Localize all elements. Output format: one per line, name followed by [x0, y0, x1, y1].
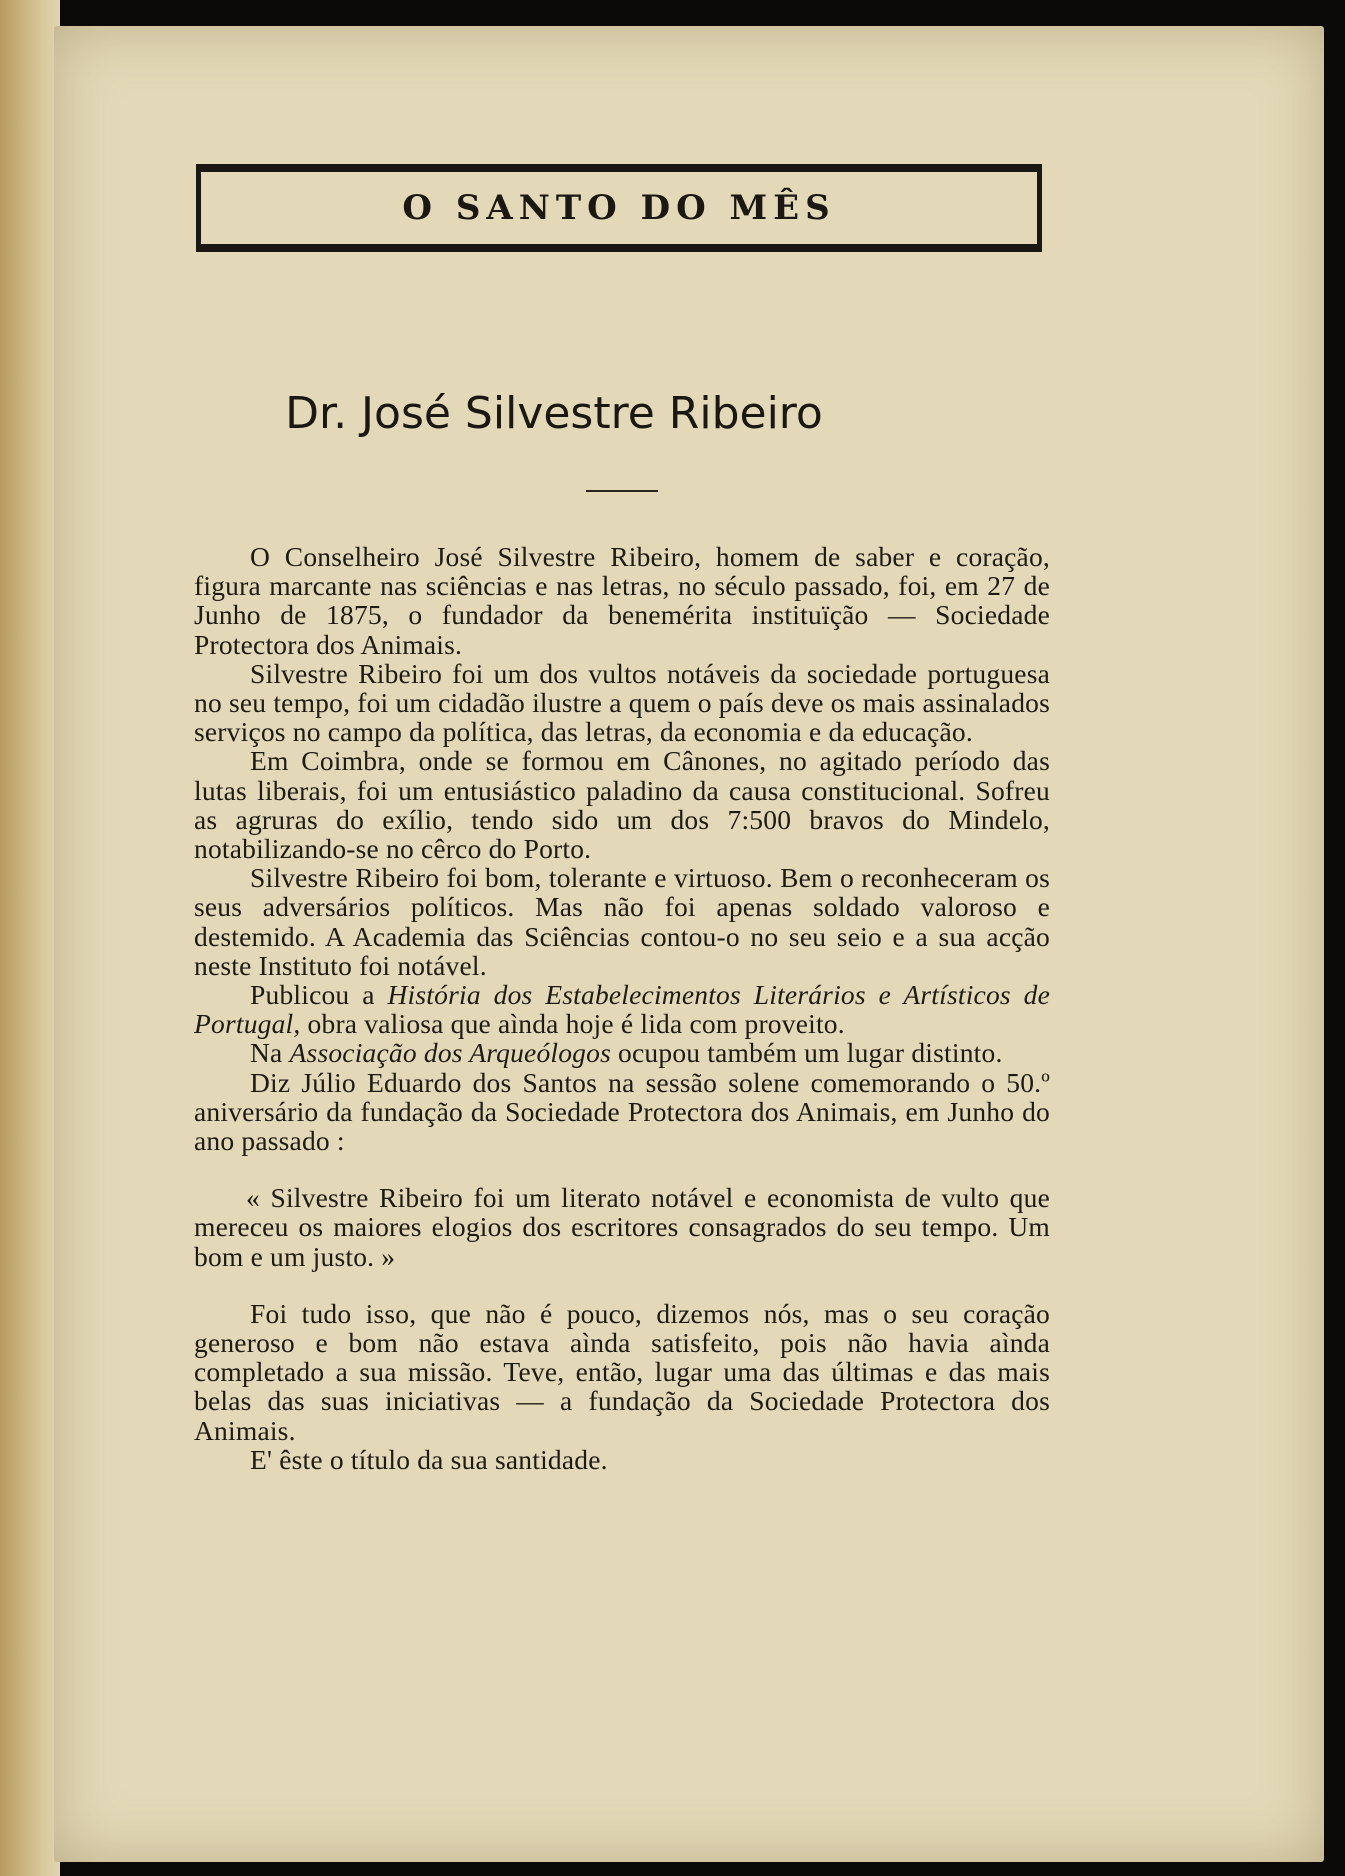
paragraph-1: O Conselheiro José Silvestre Ribeiro, homem de saber e coração, figura marcante nas sciências e nas letras, no século passado, foi, em 27 de Junho de 1875, o fundador da benemérita instituïção — Sociedade Protectora dos Animais. — [194, 541, 1050, 660]
paragraph-5 — [194, 980, 1050, 1038]
spacer — [194, 1155, 1050, 1183]
section-title: O SANTO DO MÊS — [402, 188, 836, 228]
paragraph-9: Foi tudo isso, que não é pouco, dizemos nós, mas o seu coração generoso e bom não estava aìnda satisfeito, pois não havia aìnda completado a sua missão. Teve, então, lugar uma das últimas e das mais belas das suas iniciativas — a fundação da Sociedade Protectora dos Animais. — [194, 1297, 1050, 1446]
paragraph-6 — [194, 1038, 1050, 1067]
document-page — [54, 26, 1324, 1862]
article-title: Dr. José Silvestre Ribeiro — [285, 388, 823, 439]
quote-paragraph: « Silvestre Ribeiro foi um literato notável e economista de vulto que mereceu os maiores elogios dos escritores consagrados do seu tempo. Um bom e um justo. » — [194, 1182, 1050, 1272]
book-title: História dos Estabelecimentos Literários e Artísticos de Portugal, — [194, 979, 1050, 1040]
paragraph-2: Silvestre Ribeiro foi um dos vultos notáveis da sociedade portuguesa no seu tempo, foi um cidadão ilustre a quem o país deve os mais assinalados serviços no campo da política, das letras, da economia e da educação. — [194, 657, 1050, 748]
paragraph-6-post: ocupou também um lugar distinto. — [610, 1037, 1003, 1069]
paragraph-6-pre: Na — [250, 1037, 290, 1069]
book-spine — [0, 0, 60, 1876]
paragraph-3: Em Coimbra, onde se formou em Cânones, no agitado período das lutas liberais, foi um entusiástico paladino da causa constitucional. Sofreu as agruras do exílio, tendo sido um dos 7:500 bravos do Mindelo, notabilizando-se no cêrco do Porto. — [194, 745, 1050, 865]
paragraph-10: E' êste o título da sua santidade. — [250, 1443, 608, 1475]
paragraph-5-post: obra valiosa que aìnda hoje é lida com proveito. — [300, 1008, 845, 1040]
association-name: Associação dos Arqueólogos — [289, 1037, 611, 1069]
section-header-box — [196, 164, 1042, 252]
spacer — [194, 1271, 1050, 1299]
title-divider — [586, 490, 658, 492]
page-content — [54, 26, 1324, 1862]
paragraph-5-pre: Publicou a — [250, 979, 388, 1011]
article-body — [194, 542, 1050, 1474]
paragraph-4: Silvestre Ribeiro foi bom, tolerante e virtuoso. Bem o reconheceram os seus adversários políticos. Mas não foi apenas soldado valoroso e destemido. A Academia das Sciências contou-o no seu seio e a sua acção neste Instituto foi notável. — [194, 862, 1050, 981]
paragraph-7: Diz Júlio Eduardo dos Santos na sessão solene comemorando o 50.º aniversário da fundação da Sociedade Protectora dos Animais, em Junho do ano passado : — [194, 1066, 1050, 1157]
